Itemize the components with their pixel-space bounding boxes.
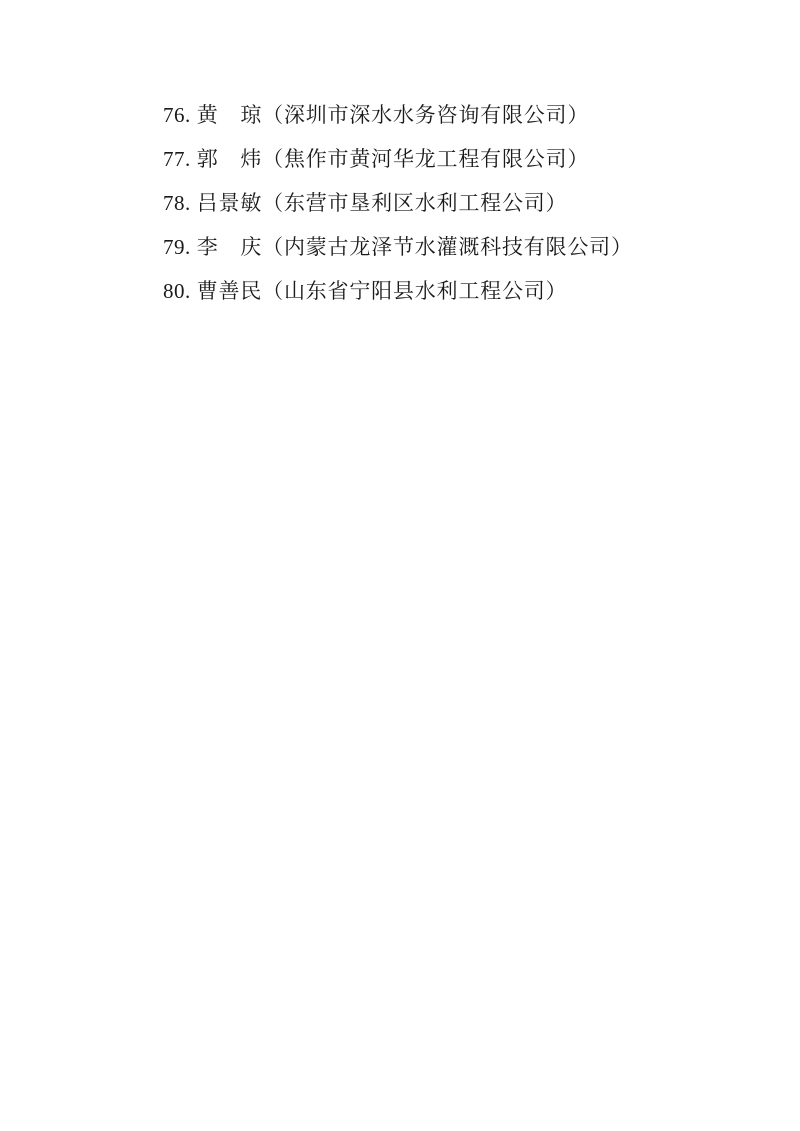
item-number: 79. xyxy=(163,235,191,259)
item-company: （东营市垦利区水利工程公司） xyxy=(262,191,568,215)
item-number: 78. xyxy=(163,191,191,215)
item-number: 76. xyxy=(163,103,191,127)
list-item xyxy=(163,269,800,313)
item-company: （焦作市黄河华龙工程有限公司） xyxy=(262,147,590,171)
item-name: 吕景敏 xyxy=(196,191,263,215)
item-number: 77. xyxy=(163,147,191,171)
item-name: 曹善民 xyxy=(196,279,263,303)
item-name: 郭 炜 xyxy=(196,147,263,171)
item-name: 李 庆 xyxy=(196,235,263,259)
item-name: 黄 琼 xyxy=(196,103,263,127)
item-company: （深圳市深水水务咨询有限公司） xyxy=(262,103,590,127)
item-number: 80. xyxy=(163,279,191,303)
list-item xyxy=(163,181,800,225)
list-item xyxy=(163,137,800,181)
item-company: （内蒙古龙泽节水灌溉科技有限公司） xyxy=(262,235,633,259)
item-company: （山东省宁阳县水利工程公司） xyxy=(262,279,568,303)
list-item xyxy=(163,225,800,269)
list-item xyxy=(163,93,800,137)
awardee-list xyxy=(163,93,800,313)
